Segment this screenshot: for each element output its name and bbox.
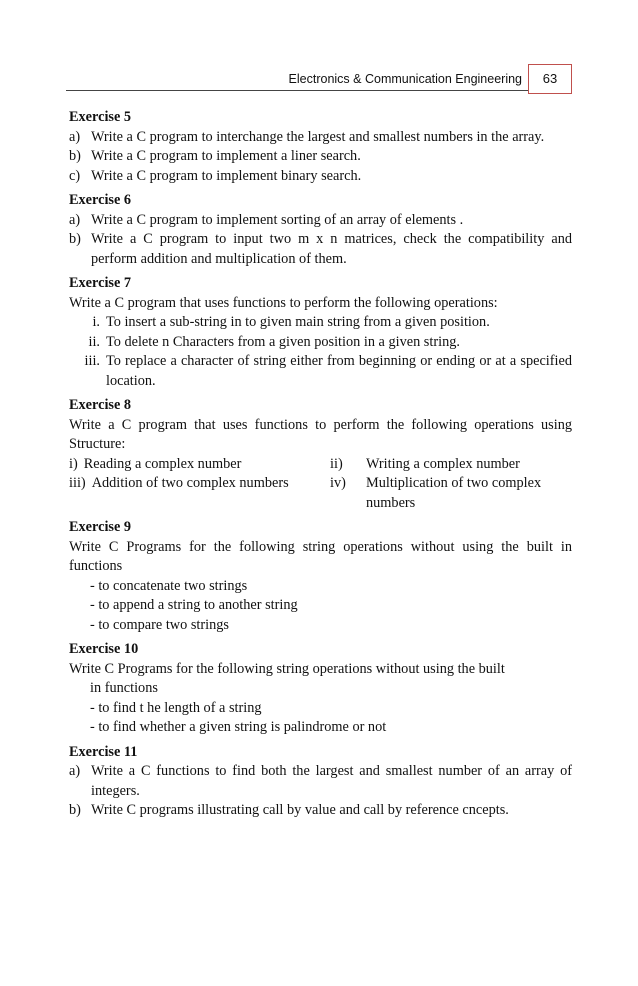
item-marker: iii) [69, 475, 86, 491]
item-marker: c) [69, 167, 81, 184]
list-item [69, 762, 572, 801]
operations-grid [69, 455, 572, 514]
list-item: - to find t he length of a string [90, 699, 262, 716]
page-content [69, 108, 572, 826]
list-item [69, 474, 330, 513]
item-text: Write a C functions to find both the largest and smallest number of an array of integers. [91, 763, 572, 799]
exercise-intro: Write a C program that uses functions to perform the following operations: [69, 294, 498, 311]
exercise-7 [69, 274, 572, 391]
exercise-title: Exercise 9 [69, 519, 132, 535]
item-marker: a) [69, 211, 81, 228]
list-item [330, 455, 572, 475]
list-item [69, 128, 572, 148]
item-text: Write a C program to implement binary search. [91, 167, 362, 184]
item-text: Write a C program to interchange the largest and smallest numbers in the array. [91, 128, 545, 145]
list-item: - to concatenate two strings [90, 577, 248, 594]
item-text: To replace a character of string either from beginning or ending or at a specified location. [106, 353, 572, 389]
list-item [69, 230, 572, 269]
exercise-6 [69, 191, 572, 269]
exercise-11 [69, 743, 572, 821]
item-marker: b) [69, 231, 81, 247]
exercise-8 [69, 396, 572, 513]
exercise-intro-cont: in functions [90, 680, 158, 696]
exercise-title: Exercise 7 [69, 275, 132, 291]
exercise-9 [69, 518, 572, 635]
item-marker: iv) [330, 475, 346, 491]
item-text: Multiplication of two complex numbers [366, 475, 542, 511]
item-marker: i) [69, 455, 78, 472]
exercise-10 [69, 640, 572, 738]
list-item: - to append a string to another string [90, 597, 298, 613]
list-item [69, 333, 572, 353]
list-item [69, 167, 572, 187]
item-text: Writing a complex number [366, 455, 520, 472]
exercise-title: Exercise 10 [69, 641, 139, 657]
item-marker: b) [69, 148, 81, 164]
exercise-intro: Write C Programs for the following string operations without using the built in functions [69, 538, 572, 574]
item-text: Write C programs illustrating call by value and call by reference cncepts. [91, 802, 509, 818]
item-marker: iii. [84, 353, 100, 369]
item-marker: ii) [330, 455, 343, 472]
item-text: Write a C program to input two m x n matrices, check the compatibility and perform addition and multiplication of them. [91, 231, 572, 267]
exercise-5 [69, 108, 572, 186]
list-item [69, 801, 572, 821]
list-item: - to compare two strings [90, 616, 229, 633]
header-rule [66, 90, 572, 91]
list-item: - to find whether a given string is palindrome or not [90, 719, 387, 735]
list-item [69, 313, 572, 333]
item-marker: a) [69, 763, 81, 779]
exercise-title: Exercise 11 [69, 743, 138, 760]
list-item [69, 211, 572, 231]
list-item [69, 147, 572, 167]
item-text: Write a C program to implement sorting of an array of elements . [91, 211, 464, 228]
item-text: Addition of two complex numbers [91, 475, 289, 491]
item-text: Write a C program to implement a liner search. [91, 148, 361, 164]
page-number: 63 [528, 64, 572, 94]
exercise-intro: Write a C program that uses functions to perform the following operations using Structure: [69, 416, 572, 452]
item-text: To insert a sub-string in to given main string from a given position. [106, 314, 490, 330]
page-header [66, 64, 572, 94]
header-title: Electronics & Communication Engineering [288, 72, 522, 86]
list-item [69, 352, 572, 391]
exercise-title: Exercise 8 [69, 397, 132, 413]
item-marker: i. [92, 314, 100, 330]
exercise-title: Exercise 5 [69, 109, 132, 125]
list-item [330, 474, 572, 513]
item-text: Reading a complex number [83, 455, 242, 472]
list-item [69, 455, 330, 475]
item-marker: ii. [88, 333, 100, 350]
exercise-title: Exercise 6 [69, 192, 132, 208]
item-marker: b) [69, 802, 81, 818]
item-text: To delete n Characters from a given position in a given string. [106, 333, 460, 350]
exercise-intro: Write C Programs for the following string operations without using the built [69, 660, 505, 677]
item-marker: a) [69, 128, 81, 145]
